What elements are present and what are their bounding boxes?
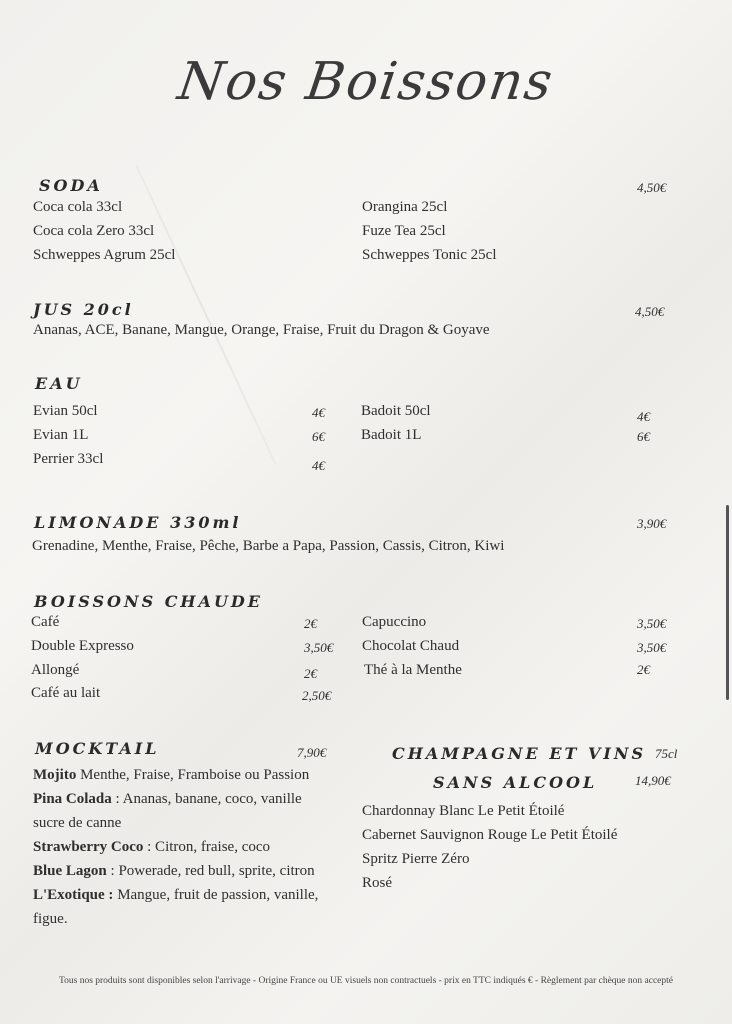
menu-item-price: 3,50€: [637, 616, 667, 631]
menu-item: Evian 50cl: [33, 403, 98, 419]
menu-item: Spritz Pierre Zéro: [362, 851, 470, 867]
soda-heading: SODA: [39, 176, 103, 195]
menu-item: Double Expresso: [31, 638, 134, 654]
mocktail-name: L'Exotique :: [33, 887, 114, 903]
boissons-chaude-heading: BOISSONS CHAUDE: [34, 592, 263, 611]
champagne-subheading: SANS ALCOOL: [433, 773, 598, 792]
menu-item: Badoit 1L: [361, 427, 422, 443]
mocktail-item: [33, 815, 121, 832]
champagne-size: 75cl: [655, 746, 678, 761]
mocktail-desc: : Citron, fraise, coco: [143, 839, 271, 855]
jus-heading: JUS 20cl: [33, 300, 134, 319]
mocktail-item: [33, 911, 68, 928]
mocktail-item: [33, 863, 315, 880]
jus-price: 4,50€: [635, 304, 665, 319]
menu-item: Capuccino: [362, 614, 427, 630]
menu-item-price: 2,50€: [302, 688, 332, 703]
menu-item: Chardonnay Blanc Le Petit Étoilé: [362, 803, 565, 819]
eau-heading: EAU: [35, 374, 83, 393]
menu-item-price: 3,50€: [304, 640, 334, 655]
jus-description: Ananas, ACE, Banane, Mangue, Orange, Fraise, Fruit du Dragon & Goyave: [33, 322, 490, 338]
menu-item-price: 2€: [304, 666, 317, 681]
menu-item: Thé à la Menthe: [364, 662, 462, 678]
soda-price: 4,50€: [637, 180, 667, 195]
mocktail-desc: : Ananas, banane, coco, vanille: [111, 791, 302, 807]
mocktail-name: Strawberry Coco: [33, 839, 144, 855]
mocktail-desc: Mangue, fruit de passion, vanille,: [113, 887, 319, 903]
menu-item-price: 2€: [304, 616, 317, 631]
menu-item: Badoit 50cl: [361, 403, 431, 419]
menu-item: Coca cola 33cl: [33, 199, 123, 215]
menu-item: Allongé: [31, 662, 80, 678]
menu-item: Café au lait: [31, 685, 101, 701]
mocktail-name: Mojito: [33, 767, 77, 783]
mocktail-item: [33, 767, 309, 784]
menu-item-price: 4€: [637, 409, 650, 424]
menu-item-price: 4€: [312, 458, 325, 473]
menu-item-price: 6€: [637, 429, 650, 444]
menu-item: Perrier 33cl: [33, 451, 104, 467]
limonade-heading: LIMONADE 330ml: [34, 513, 242, 532]
paper-crease: [135, 165, 276, 465]
mocktail-desc: sucre de canne: [33, 815, 122, 831]
champagne-price: 14,90€: [635, 773, 671, 788]
mocktail-heading: MOCKTAIL: [35, 739, 160, 758]
mocktail-item: [33, 791, 302, 808]
champagne-heading: CHAMPAGNE ET VINS: [392, 744, 647, 763]
mocktail-price: 7,90€: [297, 745, 327, 760]
scrollbar[interactable]: [726, 505, 729, 700]
mocktail-desc: Menthe, Fraise, Framboise ou Passion: [76, 767, 310, 783]
mocktail-item: [33, 887, 318, 904]
mocktail-desc: : Powerade, red bull, sprite, citron: [106, 863, 315, 879]
mocktail-desc: figue.: [33, 911, 68, 927]
menu-item: Café: [31, 614, 60, 630]
menu-item-price: 4€: [312, 405, 325, 420]
menu-item-price: 3,50€: [637, 640, 667, 655]
mocktail-name: Pina Colada: [33, 791, 112, 807]
menu-item: Evian 1L: [33, 427, 89, 443]
menu-item: Schweppes Tonic 25cl: [362, 247, 497, 263]
limonade-description: Grenadine, Menthe, Fraise, Pêche, Barbe a Papa, Passion, Cassis, Citron, Kiwi: [32, 538, 505, 554]
page-title: Nos Boissons: [174, 52, 558, 112]
menu-item: Orangina 25cl: [362, 199, 448, 215]
footer-note: Tous nos produits sont disponibles selon l'arrivage - Origine France ou UE visuels non contractuels - prix en TTC indiqués € - Règlement par chèque non accepté: [58, 976, 673, 986]
menu-item: Rosé: [362, 875, 392, 891]
menu-item-price: 2€: [637, 662, 650, 677]
menu-item: Schweppes Agrum 25cl: [33, 247, 176, 263]
mocktail-item: [33, 839, 270, 856]
menu-item: Chocolat Chaud: [362, 638, 460, 654]
menu-item: Fuze Tea 25cl: [362, 223, 446, 239]
menu-item: Cabernet Sauvignon Rouge Le Petit Étoilé: [362, 827, 618, 843]
menu-item: Coca cola Zero 33cl: [33, 223, 155, 239]
menu-item-price: 6€: [312, 429, 325, 444]
mocktail-name: Blue Lagon: [33, 863, 107, 879]
limonade-price: 3,90€: [637, 516, 667, 531]
